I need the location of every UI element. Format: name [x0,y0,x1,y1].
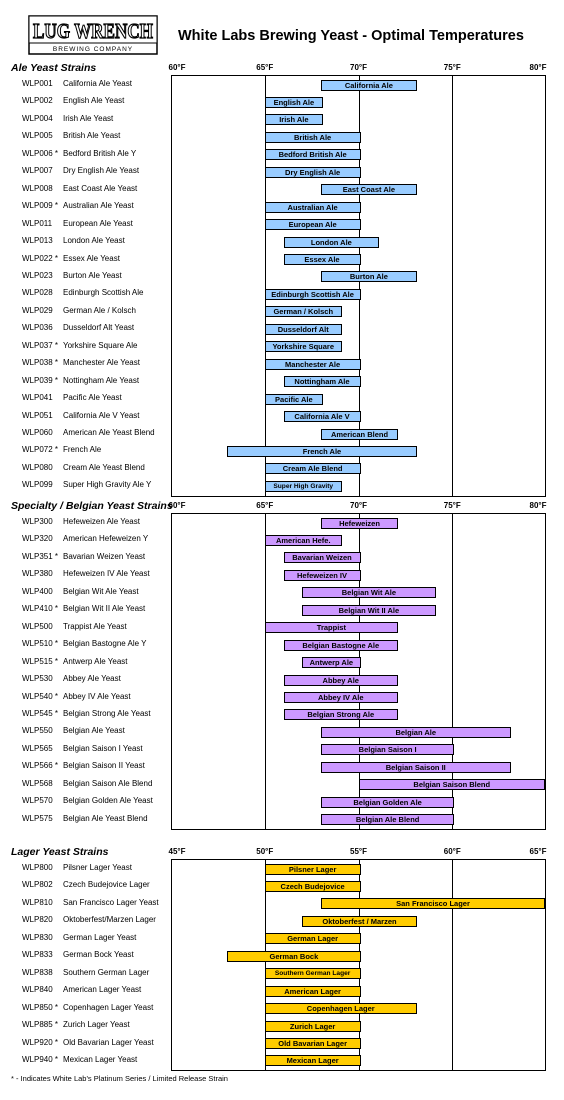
temperature-range-bar: Belgian Golden Ale [321,797,454,808]
strain-code: WLP830 [22,932,53,942]
temperature-range-bar: Copenhagen Lager [265,1003,417,1014]
strain-code: WLP500 [22,621,53,631]
x-tick-label: 70°F [350,501,367,510]
x-tick-label: 70°F [350,63,367,72]
strain-name: Yorkshire Square Ale [63,340,138,350]
strain-name: Abbey Ale Yeast [63,674,121,684]
temperature-range-bar: French Ale [227,446,417,457]
section-title: Ale Yeast Strains [11,62,97,74]
strain-code: WLP300 [22,517,53,526]
temperature-range-bar: Belgian Bastogne Ale [284,640,399,651]
strain-code: WLP022 * [22,253,59,263]
strain-name: Bedford British Ale Y [63,148,137,158]
strain-name: Pacific Ale Yeast [63,393,122,403]
temperature-range-bar: Super High Gravity [265,481,342,492]
strain-code: WLP568 [22,778,53,788]
temperature-range-bar: Hefeweizen IV [284,570,361,581]
specialty-belgian-yeast-section [0,500,564,830]
temperature-range-bar: Belgian Ale [321,727,511,738]
strain-name: Belgian Wit Ale Yeast [63,586,139,596]
temperature-range-bar: Dry English Ale [265,167,361,178]
ale-yeast-section [0,62,564,497]
temperature-range-bar: Nottingham Ale [284,376,361,387]
strain-code: WLP008 [22,183,53,193]
strain-name: English Ale Yeast [63,96,125,106]
temperature-range-bar: American Lager [265,986,361,997]
strain-code: WLP400 [22,586,53,596]
strain-code: WLP002 [22,96,53,106]
strain-name: Irish Ale Yeast [63,113,114,123]
strain-code: WLP007 [22,166,53,176]
strain-code: WLP004 [22,113,53,123]
strain-name: Dusseldorf Alt Yeast [63,323,135,333]
strain-name: East Coast Ale Yeast [63,183,138,193]
strain-code: WLP410 * [22,604,59,614]
strain-code: WLP920 * [22,1037,59,1047]
strain-code: WLP013 [22,236,53,246]
header [0,0,564,58]
temperature-range-bar: German / Kolsch [265,306,342,317]
temperature-range-bar: German Lager [265,933,361,944]
temperature-range-bar: Mexican Lager [265,1055,361,1066]
temperature-range-bar: English Ale [265,97,323,108]
x-tick-label: 75°F [443,63,461,72]
strain-name: Dry English Ale Yeast [63,166,140,176]
strain-code: WLP006 * [22,148,59,158]
x-tick-label: 45°F [168,847,186,856]
strain-code: WLP840 [22,985,53,995]
strain-name: Antwerp Ale Yeast [63,656,128,666]
strain-name: Belgian Strong Ale Yeast [63,708,151,718]
strain-name: German Ale / Kolsch [63,305,136,315]
temperature-range-bar: Edinburgh Scottish Ale [265,289,361,300]
strain-name: Copenhagen Lager Yeast [63,1002,154,1012]
gridline [452,76,453,496]
strain-name: Czech Budejovice Lager [63,880,150,890]
temperature-range-bar: Belgian Strong Ale [284,709,399,720]
temperature-range-bar: Irish Ale [265,114,323,125]
temperature-range-bar: Pilsner Lager [265,864,361,875]
strain-code: WLP080 [22,462,53,472]
strain-code: WLP850 * [22,1002,59,1012]
strain-code: WLP005 [22,131,53,141]
temperature-range-bar: Antwerp Ale [302,657,360,668]
section-title: Specialty / Belgian Yeast Strains [11,500,173,512]
svg-text:BREWING COMPANY: BREWING COMPANY [52,46,134,53]
temperature-range-bar: German Bock [227,951,360,962]
strain-code: WLP320 [22,534,53,544]
temperature-range-bar: Czech Budejovice [265,881,361,892]
lug-wrench-logo [28,15,158,55]
page-title: White Labs Brewing Yeast - Optimal Temperatures [178,28,524,44]
strain-code: WLP550 [22,726,53,736]
temperature-range-bar: British Ale [265,132,361,143]
strain-code: WLP351 * [22,551,59,561]
footnote: * - Indicates White Lab's Platinum Series / Limited Release Strain [11,1074,228,1083]
strain-name: Hefeweizen IV Ale Yeast [63,569,150,579]
x-tick-label: 55°F [350,847,367,856]
strain-code: WLP051 [22,410,53,420]
strain-code: WLP565 [22,743,53,753]
strain-code: WLP038 * [22,358,59,368]
strain-name: Manchester Ale Yeast [63,358,140,368]
strain-code: WLP820 [22,915,53,925]
strain-code: WLP011 [22,218,53,228]
strain-code: WLP060 [22,428,53,437]
strain-code: WLP099 [22,480,53,490]
x-tick-label: 65°F [256,63,274,72]
strain-code: WLP036 [22,323,53,333]
strain-name: Nottingham Ale Yeast [63,375,140,385]
temperature-range-bar: Belgian Wit II Ale [302,605,435,616]
temperature-range-bar: Pacific Ale [265,394,323,405]
gridline [265,514,266,829]
section-title: Lager Yeast Strains [11,846,109,858]
strain-code: WLP029 [22,305,53,315]
strain-code: WLP540 * [22,691,59,701]
strain-name: Pilsner Lager Yeast [63,863,132,872]
temperature-range-bar: American Blend [321,429,398,440]
x-tick-label: 60°F [168,63,186,72]
strain-name: London Ale Yeast [63,236,125,246]
gridline [452,860,453,1070]
strain-name: Australian Ale Yeast [63,201,134,211]
strain-name: California Ale V Yeast [63,410,140,420]
temperature-range-bar: Essex Ale [284,254,361,265]
lager-yeast-section [0,846,564,1071]
strain-code: WLP037 * [22,340,59,350]
temperature-range-bar: Zurich Lager [265,1021,361,1032]
chart-plot-area [171,513,546,830]
strain-code: WLP515 * [22,656,59,666]
strain-name: Southern German Lager [63,967,150,977]
strain-code: WLP566 * [22,761,59,771]
x-tick-label: 80°F [529,501,547,510]
x-tick-label: 60°F [168,501,186,510]
temperature-range-bar: Cream Ale Blend [265,463,361,474]
strain-code: WLP072 * [22,445,59,455]
strain-name: Belgian Saison II Yeast [63,761,145,771]
temperature-range-bar: California Ale [321,80,417,91]
x-tick-label: 65°F [256,501,274,510]
temperature-range-bar: Abbey Ale [284,675,399,686]
temperature-range-bar: Hefeweizen [321,518,398,529]
strain-name: Super High Gravity Ale Y [63,480,152,490]
strain-code: WLP028 [22,288,53,298]
temperature-range-bar: London Ale [284,237,380,248]
strain-code: WLP545 * [22,708,59,718]
strain-name: American Lager Yeast [63,985,142,995]
strain-name: Belgian Bastogne Ale Y [63,639,147,649]
temperature-range-bar: Old Bavarian Lager [265,1038,361,1049]
strain-name: French Ale [63,445,102,455]
strain-code: WLP575 [22,813,53,823]
strain-name: Cream Ale Yeast Blend [63,462,145,472]
strain-code: WLP885 * [22,1020,59,1030]
temperature-range-bar: Burton Ale [321,271,417,282]
strain-code: WLP800 [22,863,53,872]
strain-name: Belgian Wit II Ale Yeast [63,604,146,614]
strain-name: Abbey IV Ale Yeast [63,691,131,701]
svg-text:LUG WRENCH: LUG WRENCH [33,19,153,43]
strain-name: Belgian Ale Yeast [63,726,125,736]
strain-code: WLP510 * [22,639,59,649]
strain-name: German Lager Yeast [63,932,137,942]
temperature-range-bar: Yorkshire Square [265,341,342,352]
temperature-range-bar: California Ale V [284,411,361,422]
strain-name: California Ale Yeast [63,79,132,88]
strain-code: WLP838 [22,967,53,977]
strain-name: Burton Ale Yeast [63,270,122,280]
temperature-range-bar: Belgian Ale Blend [321,814,454,825]
strain-code: WLP041 [22,393,53,403]
temperature-range-bar: San Francisco Lager [321,898,545,909]
strain-code: WLP810 [22,897,53,907]
strain-name: Belgian Saison Ale Blend [63,778,153,788]
x-tick-label: 75°F [443,501,461,510]
strain-name: Belgian Golden Ale Yeast [63,796,153,806]
temperature-range-bar: Belgian Saison I [321,744,454,755]
strain-name: Edinburgh Scottish Ale [63,288,144,298]
temperature-range-bar: Bedford British Ale [265,149,361,160]
temperature-range-bar: Oktoberfest / Marzen [302,916,417,927]
strain-code: WLP570 [22,796,53,806]
temperature-range-bar: Bavarian Weizen [284,552,361,563]
temperature-range-bar: Dusseldorf Alt [265,324,342,335]
strain-code: WLP023 [22,270,53,280]
strain-name: American Hefeweizen Y [63,534,149,544]
temperature-range-bar: European Ale [265,219,361,230]
chart-plot-area [171,75,546,497]
strain-code: WLP009 * [22,201,59,211]
strain-name: Oktoberfest/Marzen Lager [63,915,156,925]
strain-name: Essex Ale Yeast [63,253,120,263]
temperature-range-bar: Belgian Saison Blend [359,779,546,790]
temperature-range-bar: East Coast Ale [321,184,417,195]
x-tick-label: 65°F [529,847,547,856]
strain-name: Hefeweizen Ale Yeast [63,517,140,526]
strain-name: Bavarian Weizen Yeast [63,551,146,561]
strain-name: San Francisco Lager Yeast [63,897,159,907]
x-tick-label: 50°F [256,847,274,856]
temperature-range-bar: Belgian Wit Ale [302,587,435,598]
strain-code: WLP833 [22,950,53,960]
temperature-range-bar: Manchester Ale [265,359,361,370]
temperature-range-bar: Belgian Saison II [321,762,511,773]
strain-code: WLP940 * [22,1054,59,1064]
temperature-range-bar: Australian Ale [265,202,361,213]
temperature-range-bar: Abbey IV Ale [284,692,399,703]
x-tick-label: 60°F [443,847,461,856]
temperature-range-bar: Southern German Lager [265,968,361,979]
strain-code: WLP001 [22,79,53,88]
strain-name: European Ale Yeast [63,218,133,228]
strain-name: Zurich Lager Yeast [63,1020,130,1030]
temperature-range-bar: Trappist [265,622,398,633]
temperature-range-bar: American Hefe. [265,535,342,546]
strain-name: Mexican Lager Yeast [63,1054,138,1064]
strain-name: Belgian Ale Yeast Blend [63,813,148,823]
chart-plot-area [171,859,546,1071]
strain-code: WLP380 [22,569,53,579]
strain-name: Belgian Saison I Yeast [63,743,143,753]
strain-name: Old Bavarian Lager Yeast [63,1037,154,1047]
strain-code: WLP530 [22,674,53,684]
strain-code: WLP039 * [22,375,59,385]
strain-name: Trappist Ale Yeast [63,621,127,631]
strain-name: German Bock Yeast [63,950,134,960]
strain-name: British Ale Yeast [63,131,121,141]
strain-name: American Ale Yeast Blend [63,428,155,437]
strain-code: WLP802 [22,880,53,890]
x-tick-label: 80°F [529,63,547,72]
